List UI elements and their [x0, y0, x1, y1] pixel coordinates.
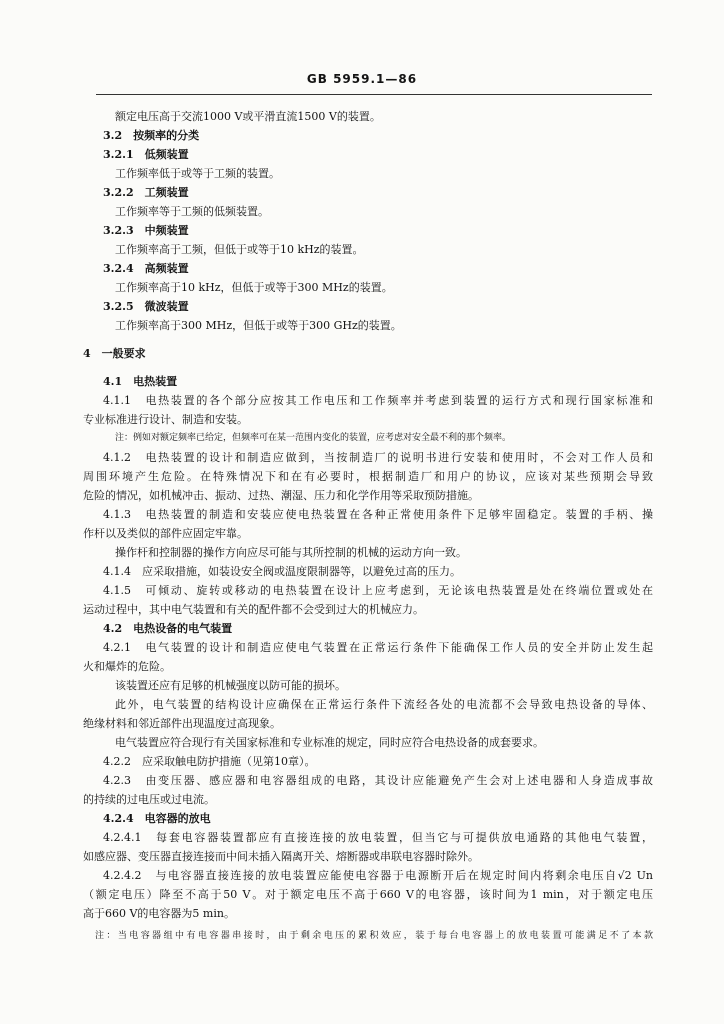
text-line: 4.2.3 由变压器、感应器和电容器组成的电路，其设计应能避免产生会对上述电器和人身造成事故	[103, 774, 653, 787]
text-line: 4.1.2 电热装置的设计和制造应做到，当按制造厂的说明书进行安装和使用时，不会对工作人员和	[103, 451, 653, 464]
text-line: 周围环境产生危险。在特殊情况下和在有必要时，根据制造厂和用户的协议，应该对某些预期会导致	[83, 470, 653, 483]
subsection-heading: 3.2.4 高频装置	[103, 262, 189, 275]
text-line: 高于660 V的电容器为5 min。	[83, 907, 235, 920]
note-line: 注：当电容器组中有电容器串接时，由于剩余电压的累积效应，装于每台电容器上的放电装置可能满足不了本款	[95, 931, 653, 941]
subsection-heading: 4.2.4 电容器的放电	[103, 812, 211, 825]
text-line: 危险的情况，如机械冲击、振动、过热、潮湿、压力和化学作用等采取预防措施。	[83, 489, 479, 502]
note-line: 注：例如对额定频率已给定，但频率可在某一范围内变化的装置，应考虑对安全最不利的那个频率。	[115, 433, 512, 443]
text-line: 电气装置应符合现行有关国家标准和专业标准的规定，同时应符合电热设备的成套要求。	[115, 736, 544, 749]
text-line: 此外，电气装置的结构设计应确保在正常运行条件下流经各处的电流都不会导致电热设备的导体、	[115, 698, 653, 711]
text-line: 额定电压高于交流1000 V或平滑直流1500 V的装置。	[115, 110, 381, 123]
text-line: 4.1.3 电热装置的制造和安装应使电热装置在各种正常使用条件下足够牢固稳定。装置的手柄、操	[103, 508, 653, 521]
text-line: 作杆以及类似的部件应固定牢靠。	[83, 527, 248, 540]
text-line: 工作频率低于或等于工频的装置。	[115, 167, 280, 180]
text-line: （额定电压）降至不高于50 V。对于额定电压不高于660 V的电容器，该时间为1 min，对于额定电压	[83, 888, 653, 901]
chapter-heading: 4 一般要求	[83, 347, 146, 360]
text-line: 该装置还应有足够的机械强度以防可能的损坏。	[115, 679, 346, 692]
subsection-heading: 3.2.2 工频装置	[103, 186, 189, 199]
text-line: 工作频率高于10 kHz，但低于或等于300 MHz的装置。	[115, 281, 393, 294]
header-rule	[96, 94, 652, 95]
subsection-heading: 3.2.5 微波装置	[103, 300, 189, 313]
section-heading: 4.2 电热设备的电气装置	[103, 622, 233, 635]
text-line: 专业标准进行设计、制造和安装。	[83, 413, 248, 426]
text-line: 4.1.5 可倾动、旋转或移动的电热装置在设计上应考虑到，无论该电热装置是处在终端位置或处在	[103, 584, 653, 597]
document-body	[83, 107, 653, 946]
text-line: 4.2.4.2 与电容器直接连接的放电装置应能使电容器于电源断开后在规定时间内将剩余电压自√2 Un	[103, 869, 653, 882]
text-line: 4.2.1 电气装置的设计和制造应使电气装置在正常运行条件下能确保工作人员的安全并防止发生起	[103, 641, 653, 654]
subsection-heading: 3.2.1 低频装置	[103, 148, 189, 161]
section-heading: 3.2 按频率的分类	[103, 129, 200, 142]
text-line: 绝缘材料和邻近部件出现温度过高现象。	[83, 717, 281, 730]
text-line: 工作频率等于工频的低频装置。	[115, 205, 269, 218]
page-header: GB 5959.1—86	[306, 72, 418, 86]
text-line: 4.1.1 电热装置的各个部分应按其工作电压和工作频率并考虑到装置的运行方式和现行国家标准和	[103, 394, 653, 407]
text-line: 4.2.2 应采取触电防护措施（见第10章）。	[103, 755, 316, 768]
text-line: 4.2.4.1 每套电容器装置都应有直接连接的放电装置，但当它与可提供放电通路的其他电气装置，	[103, 831, 653, 844]
subsection-heading: 3.2.3 中频装置	[103, 224, 189, 237]
text-line: 如感应器、变压器直接连接而中间未插入隔离开关、熔断器或串联电容器时除外。	[83, 850, 479, 863]
text-line: 运动过程中，其中电气装置和有关的配件都不会受到过大的机械应力。	[83, 603, 424, 616]
text-line: 操作杆和控制器的操作方向应尽可能与其所控制的机械的运动方向一致。	[115, 546, 467, 559]
text-line: 工作频率高于300 MHz，但低于或等于300 GHz的装置。	[115, 319, 402, 332]
text-line: 工作频率高于工频，但低于或等于10 kHz的装置。	[115, 243, 364, 256]
text-line: 火和爆炸的危险。	[83, 660, 171, 673]
text-line: 4.1.4 应采取措施，如装设安全阀或温度限制器等，以避免过高的压力。	[103, 565, 461, 578]
text-line: 的持续的过电压或过电流。	[83, 793, 215, 806]
section-heading: 4.1 电热装置	[103, 375, 178, 388]
